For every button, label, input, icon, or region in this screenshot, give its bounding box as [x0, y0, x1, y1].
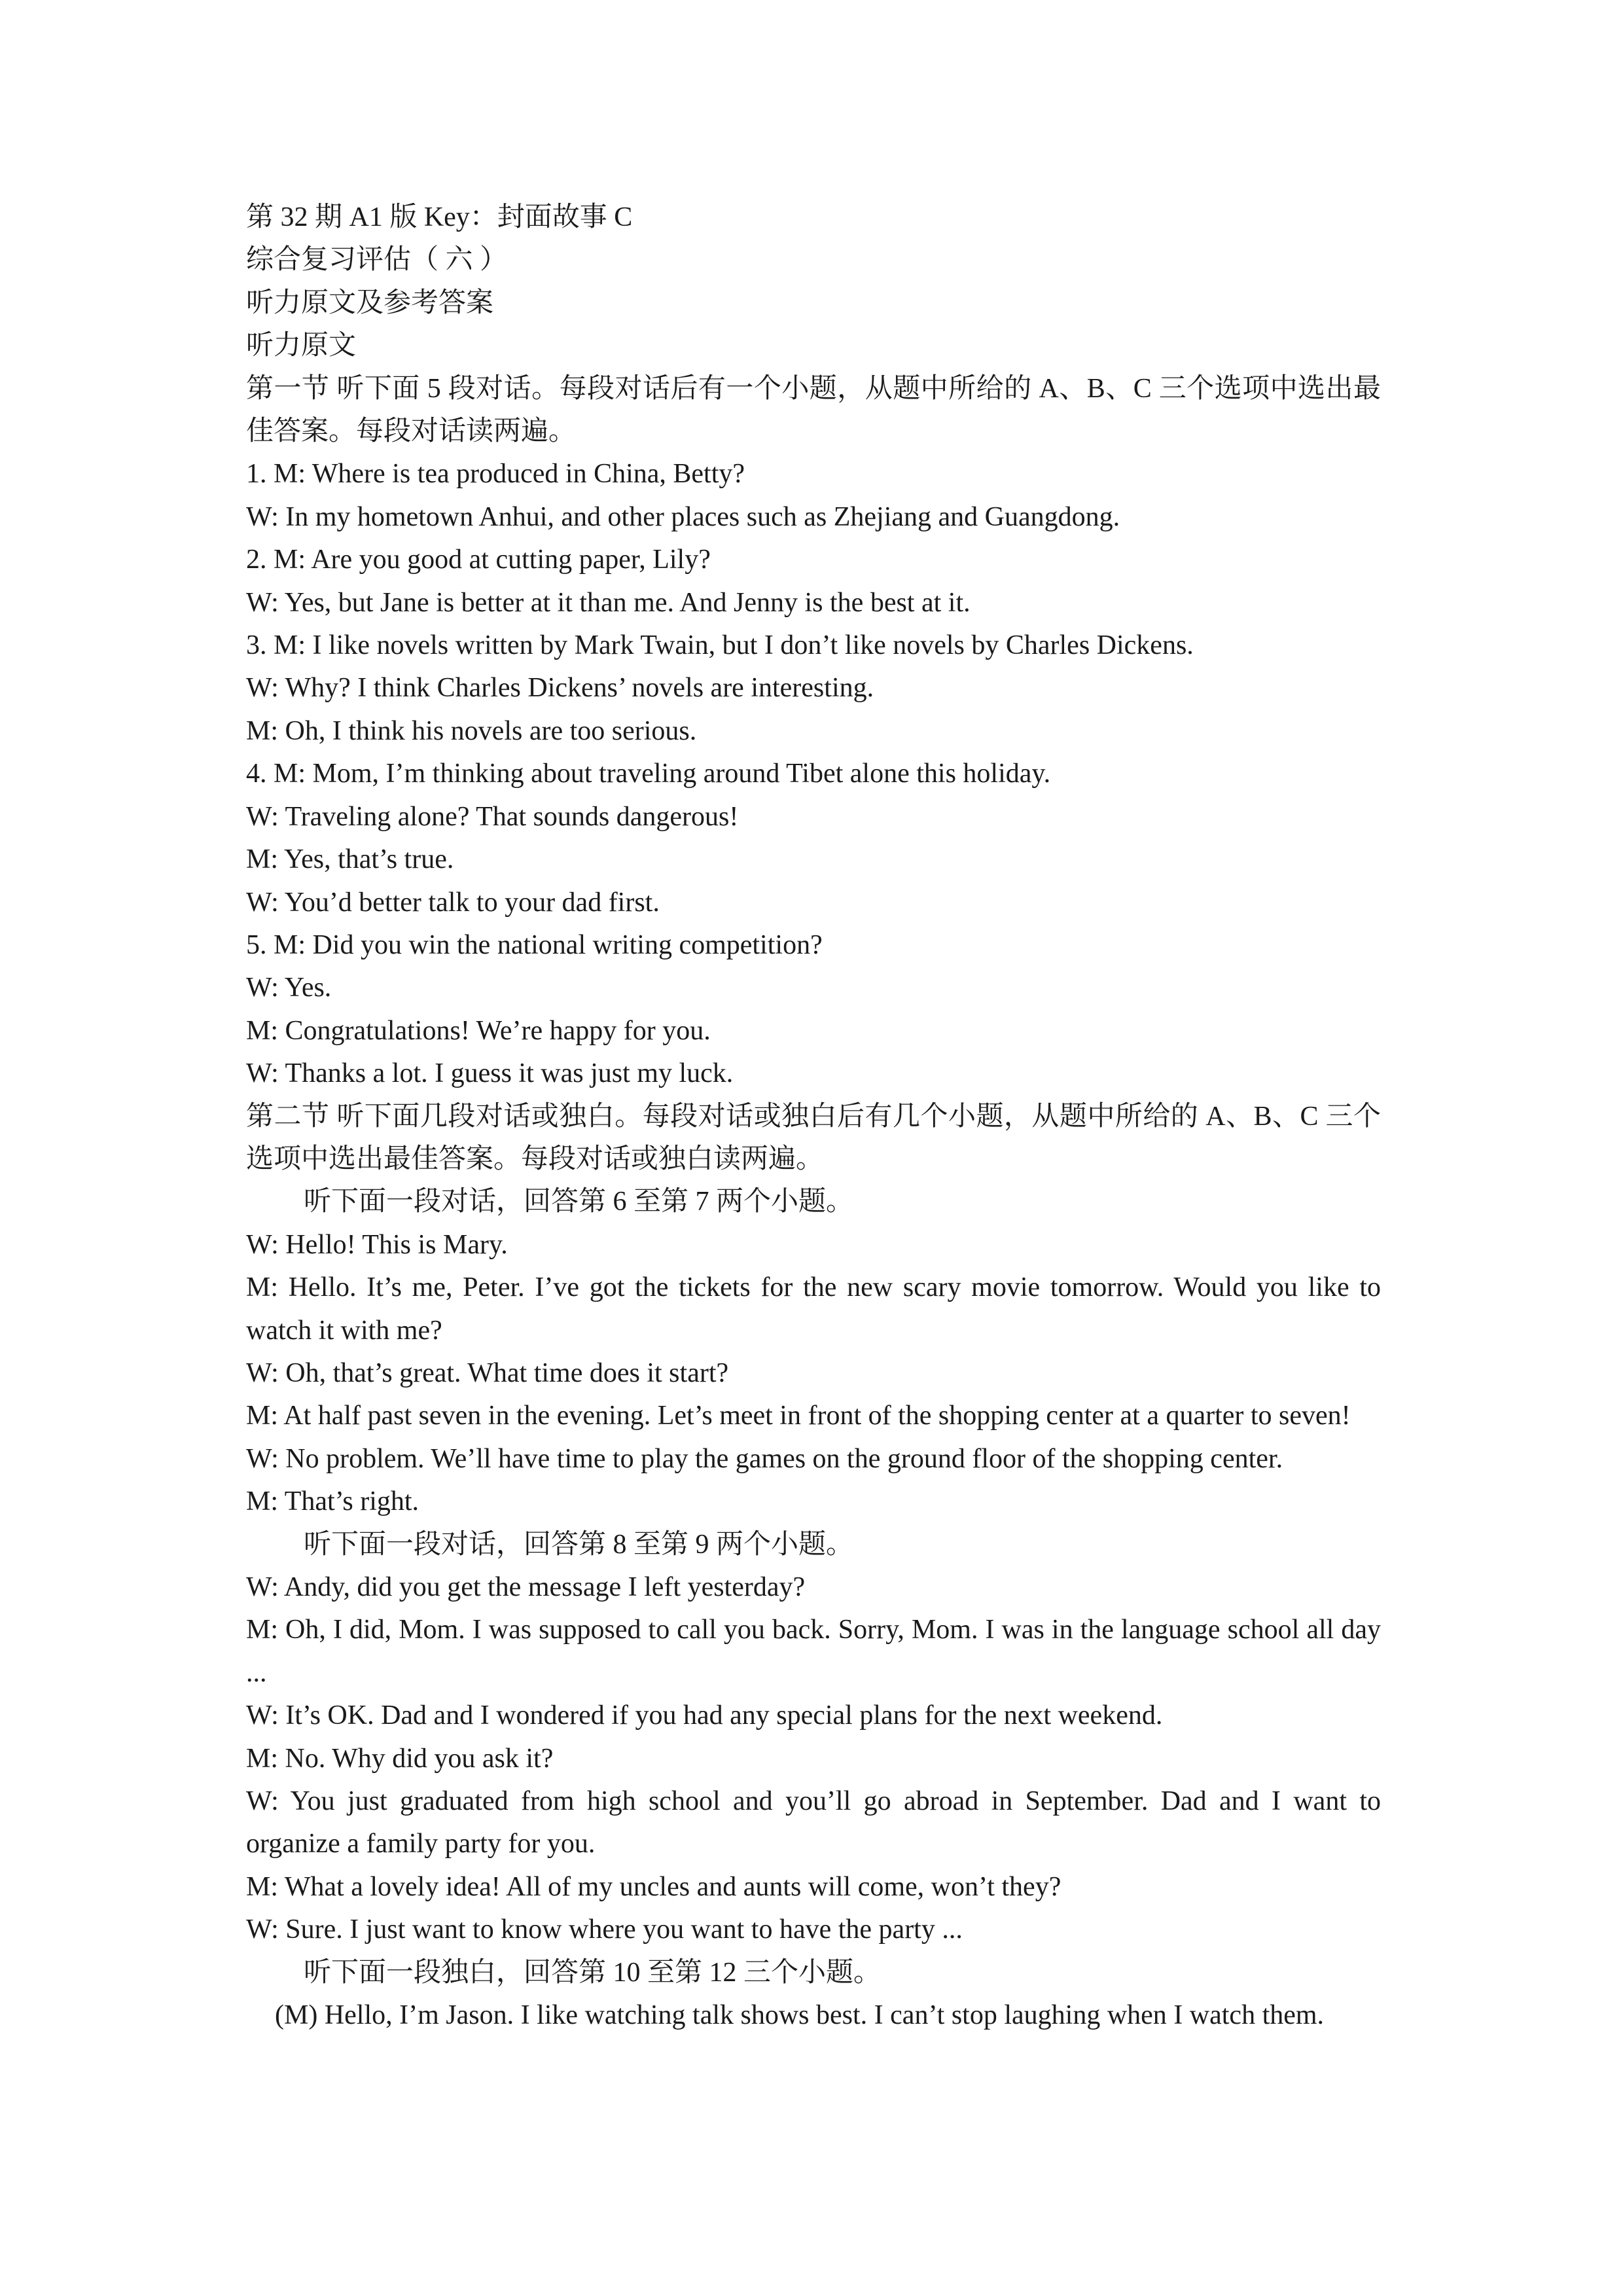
section2-instruction: 第二节 听下面几段对话或独白。每段对话或独白后有几个小题，从题中所给的 A、B、C 三个选项中选出最佳答案。每段对话或独白读两遍。 [246, 1101, 1381, 1174]
dialogue-line: W: Why? I think Charles Dickens’ novels are interesting. [246, 673, 874, 704]
dialogue-line: W: In my hometown Anhui, and other places such as Zhejiang and Guangdong. [246, 501, 1120, 532]
dialogue-line: W: Yes, but Jane is better at it than me. And Jenny is the best at it. [246, 587, 971, 618]
dialogue-line: 1. M: Where is tea produced in China, Betty? [246, 459, 745, 490]
dialogue2-prompt: 听下面一段对话，回答第 8 至第 9 两个小题。 [304, 1529, 854, 1560]
section1-instruction: 第一节 听下面 5 段对话。每段对话后有一个小题，从题中所给的 A、B、C 三个选项中选出最佳答案。每段对话读两遍。 [246, 373, 1381, 447]
dialogue-line: 5. M: Did you win the national writing competition? [246, 929, 823, 960]
dialogue-line: W: Andy, did you get the message I left yesterday? [246, 1572, 806, 1602]
dialogue-line: M: Congratulations! We’re happy for you. [246, 1015, 711, 1046]
dialogue-line: M: Hello. It’s me, Peter. I’ve got the tickets for the new scary movie tomorrow. Would you like to watch it with me? [246, 1272, 1381, 1346]
dialogue-line: W: You just graduated from high school and you’ll go abroad in September. Dad and I want to organize a family party for you. [246, 1786, 1381, 1859]
monologue-line: (M) Hello, I’m Jason. I like watching talk shows best. I can’t stop laughing when I watch them. [275, 2000, 1325, 2031]
dialogue-line: M: Oh, I did, Mom. I was supposed to call you back. Sorry, Mom. I was in the language school all day ... [246, 1615, 1381, 1688]
dialogue1-prompt: 听下面一段对话，回答第 6 至第 7 两个小题。 [304, 1187, 854, 1217]
monologue-prompt: 听下面一段独白，回答第 10 至第 12 三个小题。 [304, 1957, 882, 1988]
review-title: 综合复习评估（ 六 ） [246, 245, 508, 276]
dialogue-line: W: Thanks a lot. I guess it was just my luck. [246, 1058, 734, 1089]
issue-key-line: 第 32 期 A1 版 Key：封面故事 C [246, 202, 633, 232]
section-title: 听力原文及参考答案 [246, 287, 494, 318]
dialogue-line: M: Yes, that’s true. [246, 844, 454, 875]
dialogue-line: W: No problem. We’ll have time to play the games on the ground floor of the shopping center. [246, 1443, 1283, 1474]
dialogue-line: W: You’d better talk to your dad first. [246, 887, 660, 918]
dialogue-line: 2. M: Are you good at cutting paper, Lily? [246, 545, 711, 575]
dialogue-line: W: Traveling alone? That sounds dangerous! [246, 801, 739, 832]
dialogue-line: M: No. Why did you ask it? [246, 1743, 554, 1774]
dialogue-line: M: That’s right. [246, 1486, 419, 1517]
dialogue-line: W: It’s OK. Dad and I wondered if you had any special plans for the next weekend. [246, 1700, 1163, 1731]
document-body [246, 196, 1381, 2037]
dialogue-line: M: At half past seven in the evening. Let’s meet in front of the shopping center at a quarter to seven! [246, 1401, 1351, 1431]
dialogue-line: M: What a lovely idea! All of my uncles and aunts will come, won’t they? [246, 1871, 1061, 1902]
transcript-title: 听力原文 [246, 331, 357, 361]
dialogue-line: W: Yes. [246, 973, 332, 1003]
dialogue-line: 4. M: Mom, I’m thinking about traveling around Tibet alone this holiday. [246, 759, 1051, 789]
dialogue-line: W: Hello! This is Mary. [246, 1229, 508, 1260]
dialogue-line: M: Oh, I think his novels are too serious. [246, 715, 697, 746]
dialogue-line: W: Sure. I just want to know where you want to have the party ... [246, 1914, 963, 1945]
dialogue-line: 3. M: I like novels written by Mark Twain, but I don’t like novels by Charles Dickens. [246, 630, 1194, 661]
dialogue-line: W: Oh, that’s great. What time does it start? [246, 1357, 729, 1388]
